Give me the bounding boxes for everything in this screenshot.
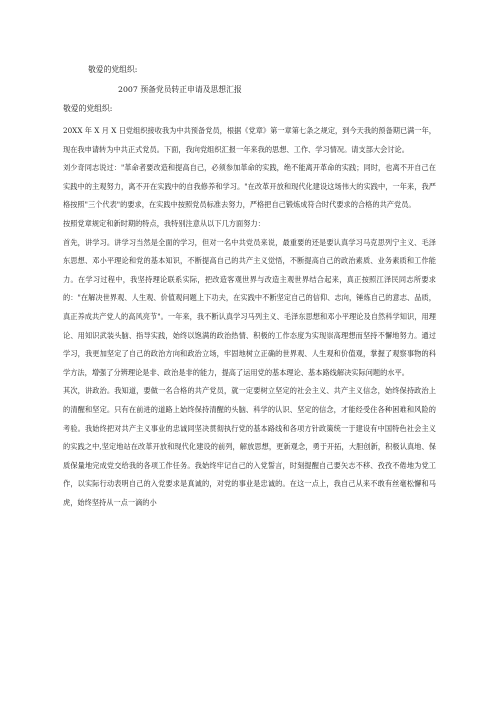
paragraph-politics: 其次，讲政治。我知道，要做一名合格的共产党员，就一定要树立坚定的社会主义、共产主义信念，始终保持政治上的清醒和坚定。只有在前进的道路上始终保持清醒的头脑、科学的认识、坚定的信念，才能经受住各种困难和风险的考验。我始终把对共产主义事业的忠诚同坚决贯彻执行党的基本路线和各项方针政策统一于建设有中国特色社会主义的实践之中,坚定地站在改革开放和现代化建设的前列，解放思想，更新观念，勇于开拓，大胆创新，积极认真地、保质保量地完成党交给我的各项工作任务。我始终牢记自己的入党誓言，时刻提醒自己要矢志不移、孜孜不倦地为党工作，以实际行动表明自己的入党要求是真诚的，对党的事业是忠诚的。在这一点上，我自己从来不敢有丝毫松懈和马虎，始终坚持从一点一滴的小 — [63, 386, 436, 507]
paragraph-intro: 20XX 年 X 月 X 日党组织接收我为中共预备党员，根据《党章》第一章第七条之规定，到今天我的预备期已满一年，现在我申请转为中共正式党员。下面，我向党组织汇报一年来我的思想、工作、学习情况。请支部大会讨论。 — [63, 126, 436, 154]
salutation-top: 敬爱的党组织: — [88, 65, 138, 74]
salutation: 敬爱的党组织: — [63, 104, 113, 113]
document-title: 2007 预备党员转正申请及思想汇报 — [118, 85, 242, 94]
document-body — [63, 122, 436, 512]
paragraph-quote: 刘少奇同志说过："革命者要改造和提高自己，必须参加革命的实践，绝不能离开革命的实践；同时，也离不开自己在实践中的主观努力，离不开在实践中的自我修养和学习。"在改革开放和现代化建设这场伟大的实践中，一年来，我严格按照"三个代表"的要求，在实践中按照党员标准去努力，严格把自己锻炼成符合时代要求的合格的共产党员。 — [63, 163, 436, 210]
paragraph-aspects: 按照党章规定和新时期的特点，我特别注意从以下几方面努力： — [63, 218, 265, 228]
paragraph-study: 首先，讲学习。讲学习当然是全面的学习，但对一名中共党员来说，最重要的还是要认真学习马克思列宁主义、毛泽东思想、邓小平理论和党的基本知识，不断提高自己的共产主义觉悟，不断提高自己的政治素质、业务素质和工作能力。在学习过程中，我坚持理论联系实际，把改造客观世界与改造主观世界结合起来，真正按照江泽民同志所要求的："在解决世界观、人生观、价值观问题上下功夫，在实践中不断坚定自己的信仰、志向，锤炼自己的意志、品质，真正养成共产党人的高风亮节"。一年来，我不断认真学习马列主义、毛泽东思想和邓小平理论及自然科学知识，用理论、用知识武装头脑、指导实践，始终以饱满的政治热情、积极的工作态度为实现崇高理想而坚持不懈地努力。通过学习，我更加坚定了自己的政治方向和政治立场，牢固地树立正确的世界观、人生观和价值观，掌握了观察事物的科学方法，增强了分辨理论是非、政治是非的能力，提高了运用党的基本理论、基本路线解决实际问题的水平。 — [63, 237, 436, 377]
